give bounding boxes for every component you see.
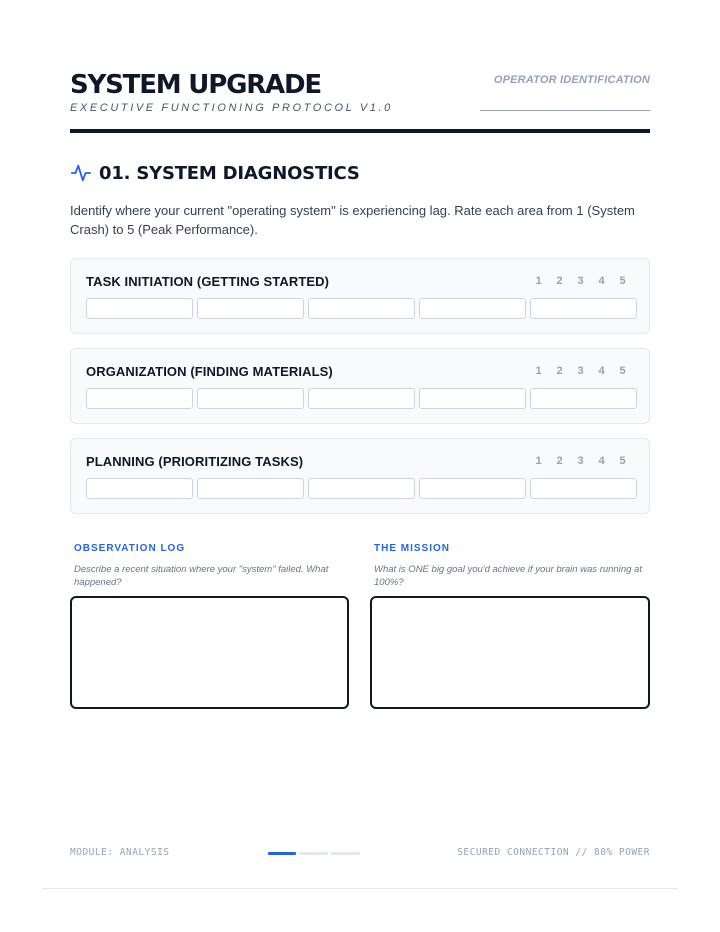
progress-segment [331, 852, 360, 855]
scale-number: 3 [577, 455, 584, 467]
operator-identification-label: OPERATOR IDENTIFICATION [493, 74, 650, 86]
observation-log-description: Describe a recent situation where your "system" failed. What happened? [74, 564, 329, 588]
rating-box-3[interactable] [308, 478, 415, 499]
rating-box-1[interactable] [86, 478, 193, 499]
rating-box-3[interactable] [308, 388, 415, 409]
rating-box-1[interactable] [86, 298, 193, 319]
scale-number: 2 [556, 365, 563, 377]
rating-box-4[interactable] [419, 478, 526, 499]
mission-input[interactable] [370, 596, 650, 709]
mission-description: What is ONE big goal you'd achieve if your brain was running at 100%? [374, 564, 642, 588]
pulse-icon [70, 162, 92, 184]
scale-number: 1 [535, 365, 542, 377]
rating-box-5[interactable] [530, 298, 637, 319]
header-divider [70, 129, 650, 133]
page-subtitle: EXECUTIVE FUNCTIONING PROTOCOL V1.0 [70, 102, 393, 114]
section-intro: Identify where your current "operating system" is experiencing lag. Rate each area from 1 (System Crash) to 5 (Peak Performance). [70, 203, 635, 237]
rating-card-planning [70, 438, 650, 514]
rating-box-5[interactable] [530, 478, 637, 499]
scale-number: 5 [619, 455, 626, 467]
rating-label: TASK INITIATION (GETTING STARTED) [86, 274, 330, 289]
rating-boxes [86, 298, 637, 319]
progress-segment [299, 852, 328, 855]
rating-scale [528, 455, 633, 467]
rating-card-task-initiation [70, 258, 650, 334]
section-heading [70, 162, 360, 184]
scale-number: 3 [577, 365, 584, 377]
rating-card-organization [70, 348, 650, 424]
rating-box-4[interactable] [419, 388, 526, 409]
scale-number: 3 [577, 275, 584, 287]
scale-number: 5 [619, 275, 626, 287]
scale-number: 1 [535, 455, 542, 467]
rating-box-1[interactable] [86, 388, 193, 409]
rating-boxes [86, 478, 637, 499]
rating-box-5[interactable] [530, 388, 637, 409]
scale-number: 2 [556, 455, 563, 467]
rating-box-2[interactable] [197, 298, 304, 319]
rating-label: PLANNING (PRIORITIZING TASKS) [86, 454, 304, 469]
scale-number: 4 [598, 365, 605, 377]
scale-number: 4 [598, 455, 605, 467]
footer-module: MODULE: ANALYSIS [70, 847, 170, 858]
observation-log-label: OBSERVATION LOG [74, 543, 186, 554]
progress-segment-active [268, 852, 296, 855]
scale-number: 4 [598, 275, 605, 287]
scale-number: 5 [619, 365, 626, 377]
section-title: 01. SYSTEM DIAGNOSTICS [99, 162, 360, 184]
rating-boxes [86, 388, 637, 409]
observation-log-input[interactable] [70, 596, 349, 709]
scale-number: 2 [556, 275, 563, 287]
page-title: SYSTEM UPGRADE [70, 70, 321, 100]
rating-box-3[interactable] [308, 298, 415, 319]
page-bottom-divider [42, 888, 678, 889]
rating-box-2[interactable] [197, 388, 304, 409]
rating-scale [528, 365, 633, 377]
rating-box-4[interactable] [419, 298, 526, 319]
rating-scale [528, 275, 633, 287]
rating-label: ORGANIZATION (FINDING MATERIALS) [86, 364, 333, 379]
footer-status: SECURED CONNECTION // 80% POWER [457, 847, 650, 858]
rating-box-2[interactable] [197, 478, 304, 499]
mission-label: THE MISSION [374, 543, 451, 554]
scale-number: 1 [535, 275, 542, 287]
operator-identification-field[interactable] [480, 110, 650, 111]
